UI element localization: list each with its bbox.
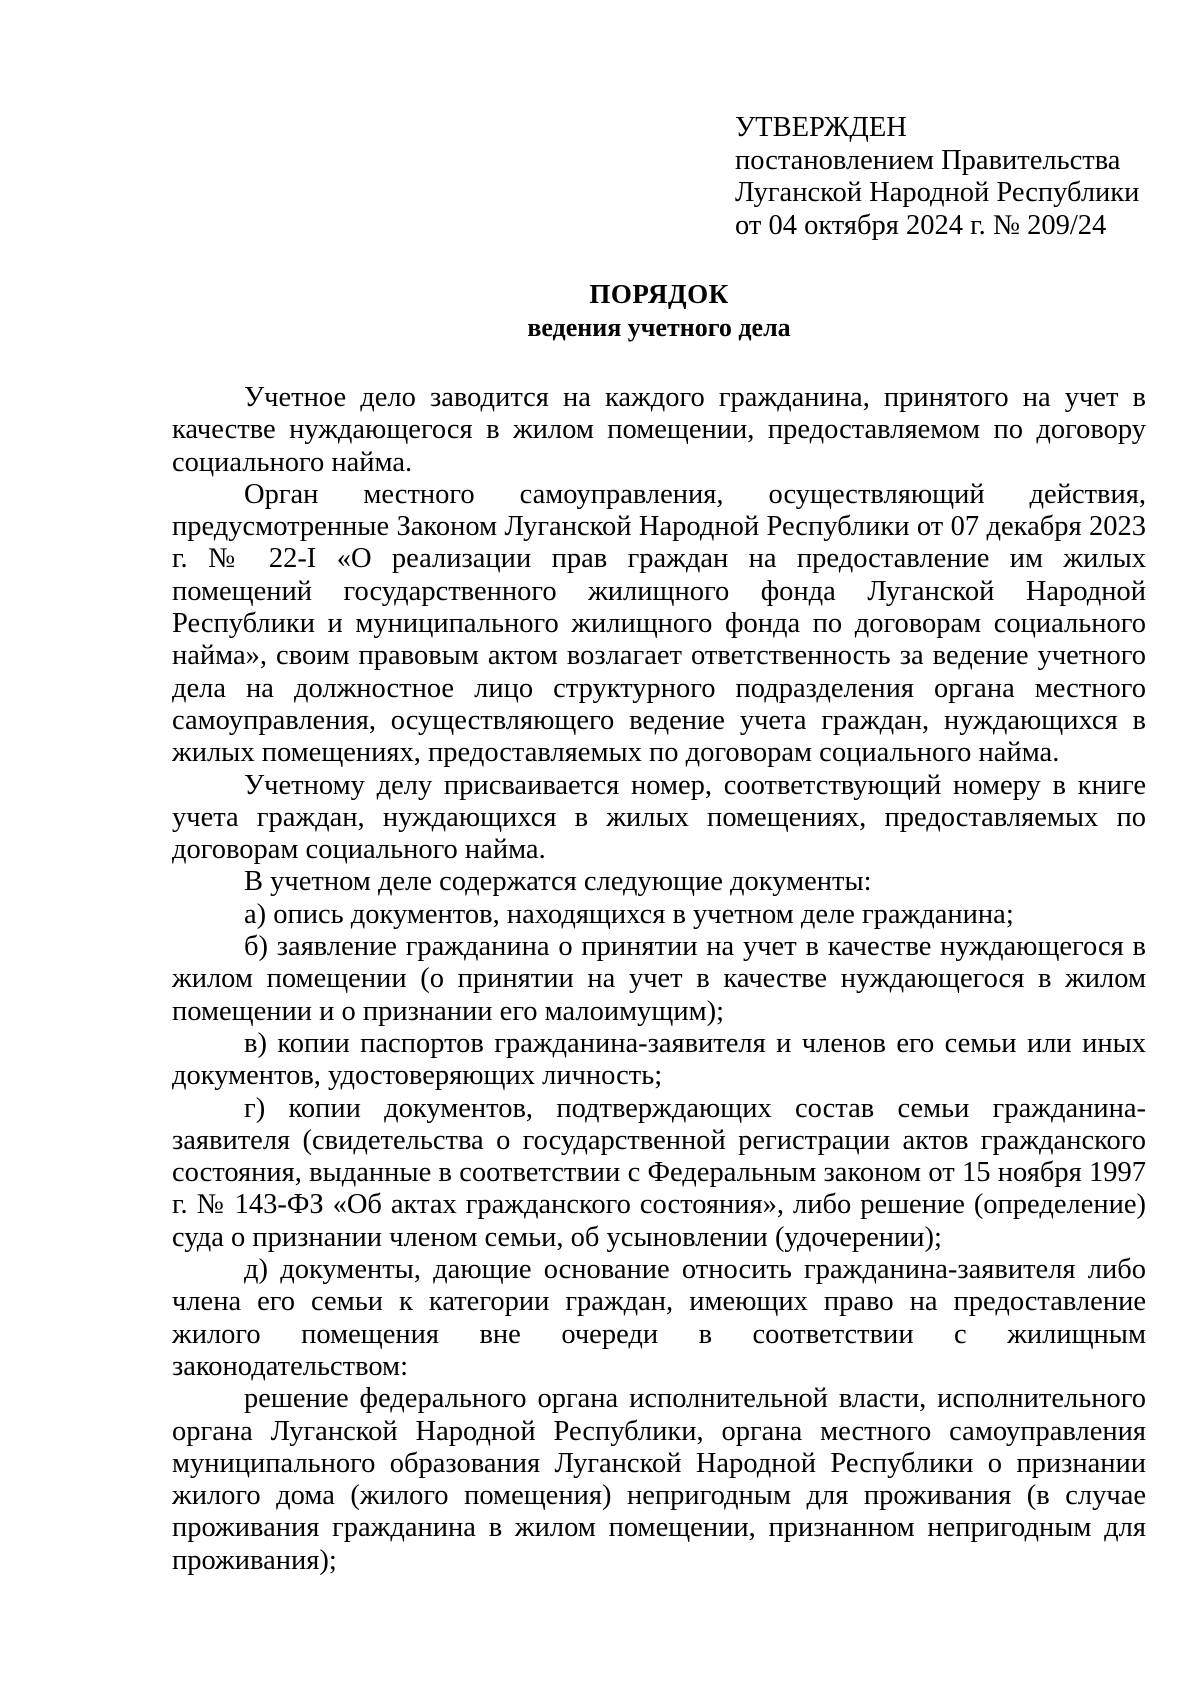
document-title [0,277,1200,345]
paragraph: В учетном деле содержатся следующие документы: [244,866,872,898]
list-item: б) заявление гражданина о принятии на учет в качестве нуждающегося в жилом помещении (о принятии на учет в качестве нуждающегося в жилом помещении и о признании его малоимущим); [172,931,1146,1027]
approval-stamp-block [735,112,1139,242]
paragraph: решение федерального органа исполнительной власти, исполнительного органа Луганской Народной Республики, органа местного самоуправления муниципального образования Луганской Народной Республики о признании жилого дома (жилого помещения) непригодным для проживания (в случае проживания гражданина в жилом помещении, признанном непригодным для проживания); [172,1383,1146,1576]
paragraph: Орган местного самоуправления, осуществляющий действия, предусмотренные Законом Луганской Народной Республики от 07 декабря 2023 г. № 22-I «О реализации прав граждан на предоставление им жилых помещений государственного жилищного фонда Луганской Народной Республики и муниципального жилищного фонда по договорам социального найма», своим правовым актом возлагает ответственность за ведение учетного дела на должностное лицо структурного подразделения органа местного самоуправления, осуществляющего ведение учета граждан, нуждающихся в жилых помещениях, предоставляемых по договорам социального найма. [172,478,1146,769]
paragraph: Учетное дело заводится на каждого гражданина, принятого на учет в качестве нуждающегося в жилом помещении, предоставляемом по договору социального найма. [172,382,1146,478]
list-item: а) опись документов, находящихся в учетном деле гражданина; [244,898,1014,930]
approval-government: Луганской Народной Республики [735,177,1140,208]
list-item: в) копии паспортов гражданина-заявителя и членов его семьи или иных документов, удостоверяющих личность; [172,1027,1146,1092]
title-main: ПОРЯДОК [589,279,729,309]
approval-heading: УТВЕРЖДЕН [735,112,907,143]
approval-date-number: от 04 октября 2024 г. № 209/24 [735,209,1107,241]
title-subtitle: ведения учетного дела [527,313,791,342]
approval-authority: постановлением Правительства [735,144,1121,176]
paragraph: Учетному делу присваивается номер, соответствующий номеру в книге учета граждан, нуждающихся в жилых помещениях, предоставляемых по договорам социального найма. [172,769,1146,866]
document-body [172,382,1146,1577]
list-item: г) копии документов, подтверждающих состав семьи гражданина-заявителя (свидетельства о государственной регистрации актов гражданского состояния, выданные в соответствии с Федеральным законом от 15 ноября 1997 г. № 143-ФЗ «Об актах гражданского состояния», либо решение (определение) суда о признании членом семьи, об усыновлении (удочерении); [172,1092,1146,1253]
list-item: д) документы, дающие основание относить гражданина-заявителя либо члена его семьи к категории граждан, имеющих право на предоставление жилого помещения вне очереди в соответствии с жилищным законодательством: [172,1254,1146,1382]
